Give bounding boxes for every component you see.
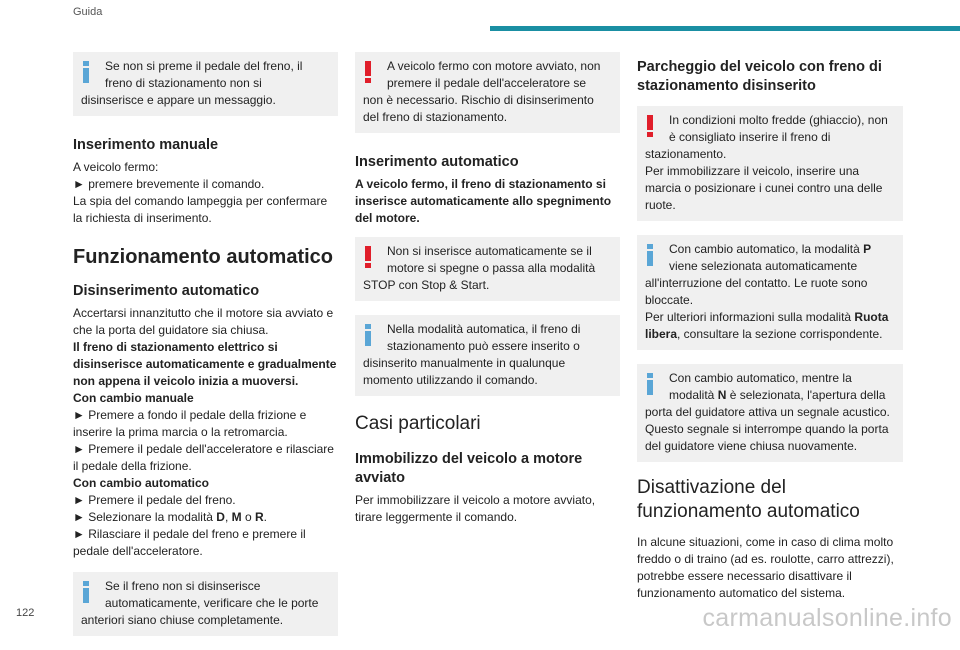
warning-text: A veicolo fermo con motore avviato, non premere il pedale dell'acceleratore se (387, 59, 601, 90)
info-note-manual-override (355, 315, 620, 396)
heading-special-cases: Casi particolari (355, 413, 481, 434)
heading-automatic-engagement: Inserimento automatico (355, 154, 519, 170)
heading-disable-automatic: Disattivazione del funzionamento automatico (637, 477, 860, 522)
column-3 (637, 52, 903, 602)
release-bold: Il freno di stazionamento elettrico si disinserisce automaticamente e gradualmente non appena il veicolo inizia a muoversi. (73, 340, 337, 388)
header-accent-bar (490, 26, 960, 31)
auto-gearbox-step-2: ► Selezionare la modalità D, M o R. (73, 510, 267, 524)
auto-engagement-bold: A veicolo fermo, il freno di stazionamento si inserisce automaticamente allo spegnimento del motore. (355, 177, 612, 225)
auto-gearbox-label: Con cambio automatico (73, 476, 210, 490)
info-icon (647, 373, 653, 395)
heading-manual-engagement: Inserimento manuale (73, 137, 219, 153)
manual-gearbox-label: Con cambio manuale (73, 391, 194, 405)
warning-icon (365, 246, 371, 268)
heading-immobilize-running: Immobilizzo del veicolo a motore avviato (355, 451, 583, 486)
warning-text: Non si inserisce automaticamente se il motore si spegne o passa alla modalità (387, 244, 596, 275)
info-icon (83, 581, 89, 603)
warning-note-stop-start (355, 237, 620, 301)
note-text: Nella modalità automatica, il freno di stazionamento può essere inserito o (387, 322, 581, 353)
info-icon (647, 244, 653, 266)
watermark: carmanualsonline.info (702, 604, 952, 632)
info-note-brake-pedal (73, 52, 338, 116)
note-text: Se il freno non si disinserisce automaticamente, verificare che le porte (105, 579, 319, 610)
heading-park-released: Parcheggio del veicolo con freno di stazionamento disinserito (637, 59, 882, 94)
heading-automatic-operation: Funzionamento automatico (73, 246, 333, 268)
manual-line-3: La spia del comando lampeggia per confermare la richiesta di inserimento. (73, 194, 328, 225)
note-text: Se non si preme il pedale del freno, il freno di stazionamento non si (105, 59, 303, 90)
release-intro: Accertarsi innanzitutto che il motore sia avviato e che la porta del guidatore sia chiusa. (73, 306, 334, 337)
warning-text-2: Per immobilizzare il veicolo, inserire una marcia o posizionare i cunei contro una delle ruote. (645, 164, 883, 212)
warning-note-accelerator (355, 52, 620, 133)
info-icon (83, 61, 89, 83)
disable-text: In alcune situazioni, come in caso di clima molto freddo o di traino (ad es. roulotte, carro attrezzi), potrebbe essere necessario disattivare il funzionamento automatico del sistema. (637, 535, 894, 600)
info-note-mode-n (637, 364, 903, 462)
warning-note-cold (637, 106, 903, 221)
note-text-cont: porta del guidatore attiva un segnale acustico. Questo segnale si interrompe quando la porta del guidatore viene chiusa nuovamente. (645, 405, 890, 453)
note-text-cont: all'interruzione del contatto. Le ruote sono bloccate. (645, 276, 868, 307)
immobilize-text: Per immobilizzare il veicolo a motore avviato, tirare leggermente il comando. (355, 493, 596, 524)
running-header: Guida (73, 6, 103, 18)
info-icon (365, 324, 371, 346)
column-1 (73, 52, 338, 650)
warning-text: In condizioni molto fredde (ghiaccio), non è consigliato inserire il freno di (669, 113, 888, 144)
warning-icon (365, 61, 371, 83)
manual-line-2: ► premere brevemente il comando. (73, 177, 265, 191)
manual-line-1: A veicolo fermo: (73, 160, 159, 174)
manual-gearbox-step-1: ► Premere a fondo il pedale della frizione e inserire la prima marcia o la retromarcia. (73, 408, 307, 439)
auto-gearbox-step-1: ► Premere il pedale del freno. (73, 493, 236, 507)
page-number: 122 (16, 607, 35, 619)
note-text: Con cambio automatico, mentre la modalità N è selezionata, l'apertura della (669, 371, 886, 402)
info-note-mode-p (637, 235, 903, 350)
note-text-cont: anteriori siano chiuse completamente. (81, 613, 284, 627)
auto-gearbox-step-3: ► Rilasciare il pedale del freno e premere il pedale dell'acceleratore. (73, 527, 306, 558)
heading-automatic-release: Disinserimento automatico (73, 283, 260, 299)
warning-text-cont: stazionamento. (645, 147, 727, 161)
manual-gearbox-step-2: ► Premere il pedale dell'acceleratore e rilasciare il pedale della frizione. (73, 442, 334, 473)
note-text-cont: disinserito manualmente in qualunque momento utilizzando il comando. (363, 356, 566, 387)
warning-text-cont: STOP con Stop & Start. (363, 278, 490, 292)
warning-icon (647, 115, 653, 137)
info-note-doors (73, 572, 338, 636)
warning-text-cont: non è necessario. Rischio di disinserimento del freno di stazionamento. (363, 93, 594, 124)
note-text-2: Per ulteriori informazioni sulla modalità Ruota libera, consultare la sezione corrispondente. (645, 310, 889, 341)
note-text-cont: disinserisce e appare un messaggio. (81, 93, 276, 107)
note-text: Con cambio automatico, la modalità P viene selezionata automaticamente (669, 242, 872, 273)
column-2 (355, 52, 620, 526)
